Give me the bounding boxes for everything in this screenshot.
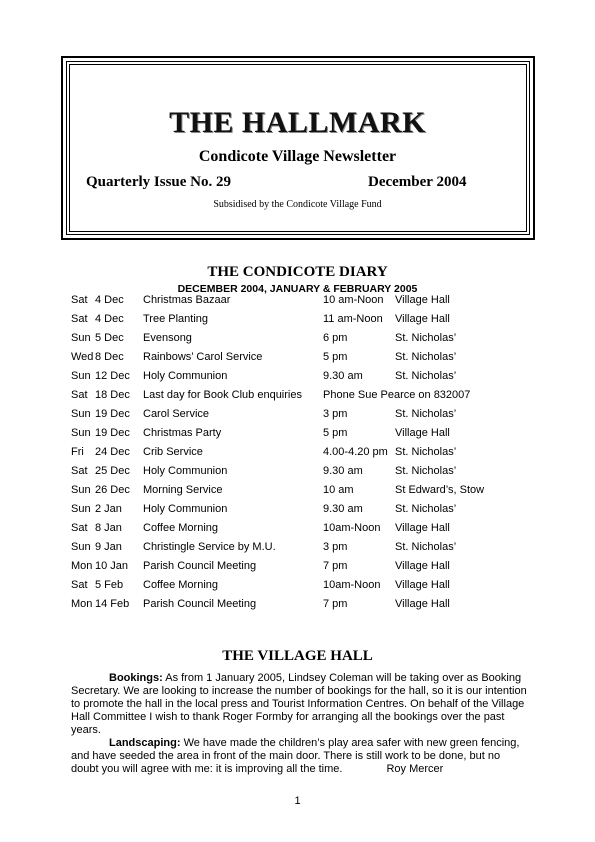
diary-day: Sun <box>71 332 91 344</box>
diary-event: Last day for Book Club enquiries <box>143 389 302 401</box>
diary-place: Village Hall <box>395 427 450 439</box>
diary-date: 10 Jan <box>95 560 129 572</box>
diary-date: 14 Feb <box>95 598 130 610</box>
diary-time: 5 pm <box>323 351 348 363</box>
diary-row <box>0 522 595 541</box>
diary-event: Holy Communion <box>143 503 228 515</box>
diary-row <box>0 427 595 446</box>
diary-time: 11 am-Noon <box>323 313 383 325</box>
landscaping-label: Landscaping: <box>109 737 181 749</box>
diary-event: Christingle Service by M.U. <box>143 541 276 553</box>
diary-day: Sat <box>71 294 88 306</box>
diary-date: 5 Feb <box>95 579 124 591</box>
diary-place: Village Hall <box>395 294 450 306</box>
diary-date: 26 Dec <box>95 484 130 496</box>
diary-event: Christmas Party <box>143 427 222 439</box>
diary-time: 9.30 am <box>323 503 363 515</box>
bookings-label: Bookings: <box>109 672 163 684</box>
diary-event: Carol Service <box>143 408 210 420</box>
diary-time: 10 am-Noon <box>323 294 384 306</box>
diary-date: 19 Dec <box>95 408 130 420</box>
diary-place: Village Hall <box>395 560 450 572</box>
diary-time: 9.30 am <box>323 370 363 382</box>
landscaping-paragraph <box>71 737 529 776</box>
diary-place: Village Hall <box>395 522 450 534</box>
diary-row <box>0 351 595 370</box>
diary-day: Sat <box>71 465 88 477</box>
diary-day: Mon <box>71 598 93 610</box>
diary-event: Parish Council Meeting <box>143 560 257 572</box>
diary-date: 8 Dec <box>95 351 124 363</box>
diary-event: Coffee Morning <box>143 579 219 591</box>
diary-date: 25 Dec <box>95 465 130 477</box>
diary-date: 18 Dec <box>95 389 130 401</box>
diary-row <box>0 294 595 313</box>
diary-place: St. Nicholas’ <box>395 465 457 477</box>
diary-event: Parish Council Meeting <box>143 598 257 610</box>
issue-number: Quarterly Issue No. 29 <box>86 174 231 190</box>
diary-time: 3 pm <box>323 541 348 553</box>
newsletter-title: THE HALLMARK <box>169 106 426 139</box>
diary-day: Sat <box>71 313 88 325</box>
diary-event: Holy Communion <box>143 370 228 382</box>
diary-place: St. Nicholas’ <box>395 332 457 344</box>
diary-row <box>0 446 595 465</box>
issue-date: December 2004 <box>368 174 467 190</box>
diary-date: 24 Dec <box>95 446 130 458</box>
diary-event: Morning Service <box>143 484 223 496</box>
diary-event: Coffee Morning <box>143 522 219 534</box>
diary-day: Fri <box>71 446 84 458</box>
diary-place: St Edward’s, Stow <box>395 484 485 496</box>
bookings-text: As from 1 January 2005, Lindsey Coleman will be taking over as Booking Secretary. We are looking to increase the number of bookings for the hall, so it is our intention to promote the hall in the local press and Tourist Information Centres. On behalf of the Village Hall Committee I wish to thank Roger Formby for arranging all the bookings over the past years. <box>71 672 527 736</box>
diary-date: 19 Dec <box>95 427 130 439</box>
diary-heading: THE CONDICOTE DIARY <box>207 264 388 280</box>
diary-time: 9.30 am <box>323 465 363 477</box>
diary-day: Sun <box>71 484 91 496</box>
diary-place: St. Nicholas’ <box>395 446 457 458</box>
diary-day: Sat <box>71 579 88 591</box>
diary-table <box>0 294 595 617</box>
diary-row <box>0 465 595 484</box>
diary-row <box>0 541 595 560</box>
bookings-paragraph <box>71 672 529 737</box>
diary-place: Village Hall <box>395 579 450 591</box>
page-number: 1 <box>294 795 301 807</box>
diary-row <box>0 579 595 598</box>
diary-row <box>0 560 595 579</box>
diary-row <box>0 389 595 408</box>
diary-period: DECEMBER 2004, JANUARY & FEBRUARY 2005 <box>177 283 418 295</box>
diary-date: 4 Dec <box>95 313 124 325</box>
diary-date: 12 Dec <box>95 370 130 382</box>
diary-row <box>0 408 595 427</box>
diary-place: Village Hall <box>395 598 450 610</box>
diary-row <box>0 484 595 503</box>
diary-day: Sat <box>71 522 88 534</box>
diary-day: Sat <box>71 389 88 401</box>
diary-time: 5 pm <box>323 427 348 439</box>
diary-row <box>0 598 595 617</box>
diary-time: 3 pm <box>323 408 348 420</box>
article-signature: Roy Mercer <box>386 763 444 775</box>
landscaping-text: We have made the children’s play area safer with new green fencing, and have seeded the area in front of the main door. There is still work to be done, but no doubt you will agree with me: it is improving all the time. <box>71 737 520 775</box>
diary-event: Evensong <box>143 332 192 344</box>
diary-date: 8 Jan <box>95 522 122 534</box>
diary-day: Sun <box>71 370 91 382</box>
diary-place: St. Nicholas’ <box>395 541 457 553</box>
diary-row <box>0 503 595 522</box>
diary-place: St. Nicholas’ <box>395 503 457 515</box>
diary-date: 2 Jan <box>95 503 122 515</box>
diary-place: Village Hall <box>395 313 450 325</box>
subsidy-note: Subsidised by the Condicote Village Fund <box>213 199 382 210</box>
diary-place: St. Nicholas’ <box>395 370 457 382</box>
diary-time: 10am-Noon <box>323 522 381 534</box>
diary-date: 9 Jan <box>95 541 122 553</box>
diary-time: 10am-Noon <box>323 579 381 591</box>
village-hall-heading: THE VILLAGE HALL <box>222 648 373 664</box>
diary-place: St. Nicholas’ <box>395 408 457 420</box>
diary-date: 4 Dec <box>95 294 124 306</box>
diary-day: Mon <box>71 560 93 572</box>
diary-day: Sun <box>71 427 91 439</box>
diary-place: St. Nicholas’ <box>395 351 457 363</box>
village-hall-article <box>71 672 529 776</box>
diary-event: Tree Planting <box>143 313 209 325</box>
diary-time: Phone Sue Pearce on 832007 <box>323 389 471 401</box>
diary-event: Holy Communion <box>143 465 228 477</box>
diary-day: Sun <box>71 541 91 553</box>
diary-event: Rainbows’ Carol Service <box>143 351 263 363</box>
diary-row <box>0 332 595 351</box>
diary-event: Crib Service <box>143 446 203 458</box>
newsletter-subtitle: Condicote Village Newsletter <box>198 148 397 165</box>
diary-time: 10 am <box>323 484 354 496</box>
diary-row <box>0 313 595 332</box>
diary-time: 7 pm <box>323 598 348 610</box>
diary-event: Christmas Bazaar <box>143 294 231 306</box>
diary-row <box>0 370 595 389</box>
diary-day: Wed <box>71 351 94 363</box>
diary-time: 7 pm <box>323 560 348 572</box>
diary-day: Sun <box>71 503 91 515</box>
diary-date: 5 Dec <box>95 332 124 344</box>
diary-time: 4.00-4.20 pm <box>323 446 388 458</box>
diary-time: 6 pm <box>323 332 348 344</box>
diary-day: Sun <box>71 408 91 420</box>
